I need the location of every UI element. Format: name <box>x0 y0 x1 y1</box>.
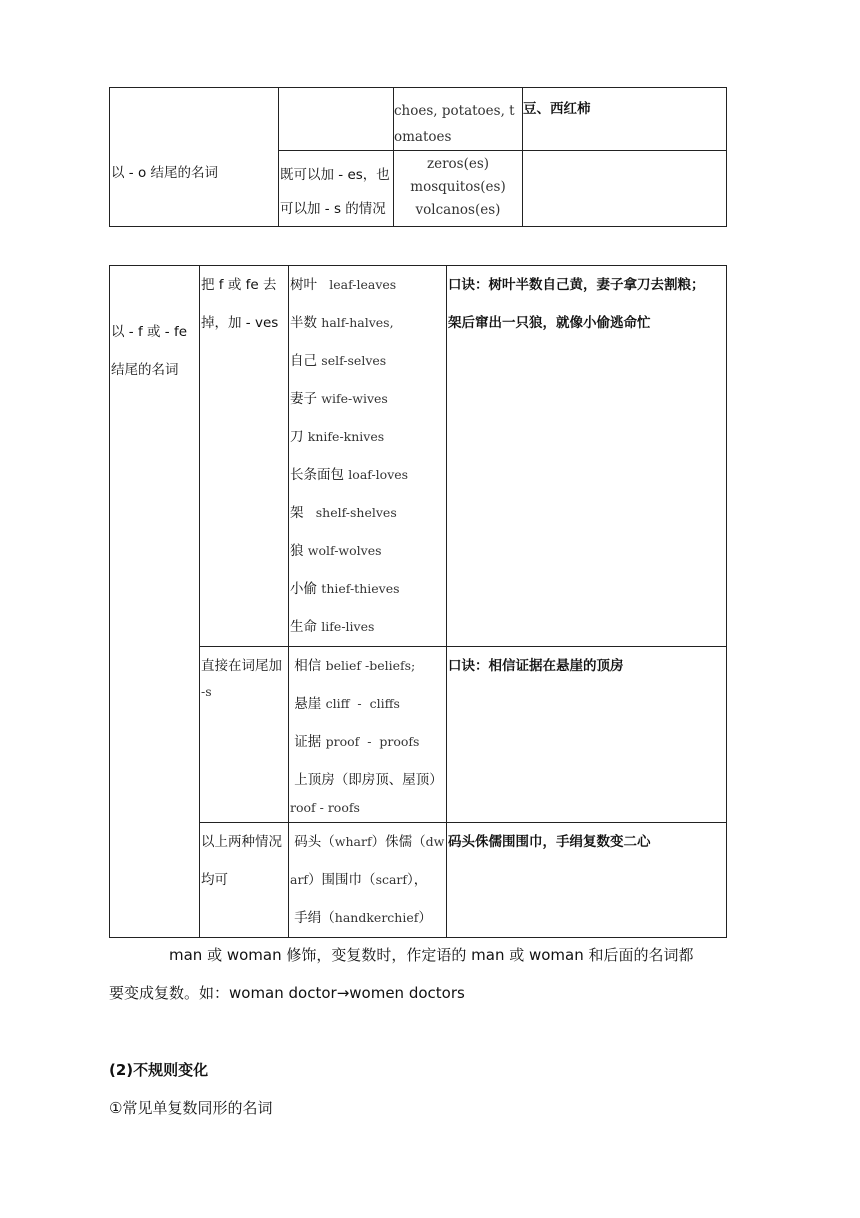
section-heading: (2)不规则变化 <box>109 1061 209 1079</box>
example-line: 狼 wolf-wolves <box>290 543 382 559</box>
rule-line: 可以加 - s 的情况 <box>280 201 386 217</box>
category-cell <box>110 266 200 938</box>
rule-cell <box>200 823 289 938</box>
example-line: 小偷 thief-thieves <box>290 581 400 597</box>
rule-cell <box>200 266 289 647</box>
example-line: choes, potatoes, t <box>394 103 515 119</box>
note-cell <box>447 823 727 938</box>
example-line: 手绢（handkerchief） <box>290 910 432 926</box>
example-line: 上顶房（即房顶、屋顶） <box>290 772 443 788</box>
examples-cell <box>394 88 523 151</box>
subsection-heading: ①常见单复数同形的名词 <box>109 1099 273 1117</box>
examples-cell <box>289 823 447 938</box>
note-line: 口诀：树叶半数自己黄，妻子拿刀去割粮； <box>448 277 705 293</box>
example-line: arf）围围巾（scarf）， <box>290 872 428 888</box>
note-line: 码头侏儒围围巾，手绢复数变二心 <box>448 834 651 850</box>
category-line: 结尾的名词 <box>111 362 179 378</box>
note-cell <box>523 88 727 151</box>
example-line: 树叶 leaf-leaves <box>290 277 397 293</box>
example-line: volcanos(es) <box>415 202 501 218</box>
note-text: 豆、西红柿 <box>523 101 591 117</box>
note-cell <box>447 266 727 647</box>
example-line: 自己 self-selves <box>290 353 387 369</box>
example-line: roof - roofs <box>290 800 360 815</box>
paragraph-line: man 或 woman 修饰，变复数时，作定语的 man 或 woman 和后面的名词都 <box>109 946 694 964</box>
rule-line: 直接在词尾加 <box>201 658 282 674</box>
example-line: zeros(es) <box>426 156 490 172</box>
note-line: 架后窜出一只狼，就像小偷逃命忙 <box>448 315 651 331</box>
example-line: 证据 proof - proofs <box>290 734 420 750</box>
example-line: 半数 half-halves, <box>290 315 394 331</box>
rule-line: -s <box>201 684 212 699</box>
rule-cell <box>200 647 289 823</box>
rule-line: 既可以加 - es，也 <box>280 167 390 183</box>
example-line: 悬崖 cliff - cliffs <box>290 696 400 712</box>
examples-cell <box>289 647 447 823</box>
example-line: mosquitos(es) <box>410 179 506 195</box>
rule-line: 掉，加 - ves <box>201 315 279 331</box>
example-line: 架 shelf-shelves <box>290 505 397 521</box>
rule-line: 把 f 或 fe 去 <box>201 277 277 293</box>
category-label: 以 - o 结尾的名词 <box>111 165 219 181</box>
empty-rule-cell <box>279 88 394 151</box>
table-o-ending-nouns <box>109 87 727 227</box>
note-line: 口诀：相信证据在悬崖的顶房 <box>448 658 624 674</box>
rule-cell <box>279 151 394 227</box>
rule-line: 均可 <box>201 872 228 888</box>
rule-line: 以上两种情况 <box>201 834 282 850</box>
note-cell <box>523 151 727 227</box>
example-line: 相信 belief -beliefs; <box>290 658 416 674</box>
example-line: 生命 life-lives <box>290 619 375 635</box>
example-line: omatoes <box>394 129 452 145</box>
example-line: 妻子 wife-wives <box>290 391 388 407</box>
example-line: 码头（wharf）侏儒（dw <box>290 834 445 850</box>
category-cell <box>110 88 279 227</box>
examples-cell <box>394 151 523 227</box>
body-paragraph <box>109 936 759 1012</box>
example-line: 刀 knife-knives <box>290 429 385 445</box>
example-line: 长条面包 loaf-loves <box>290 467 409 483</box>
table-f-fe-ending-nouns <box>109 265 727 938</box>
examples-cell <box>289 266 447 647</box>
category-line: 以 - f 或 - fe <box>111 324 188 340</box>
paragraph-line: 要变成复数。如：woman doctor→women doctors <box>109 984 465 1002</box>
note-cell <box>447 647 727 823</box>
